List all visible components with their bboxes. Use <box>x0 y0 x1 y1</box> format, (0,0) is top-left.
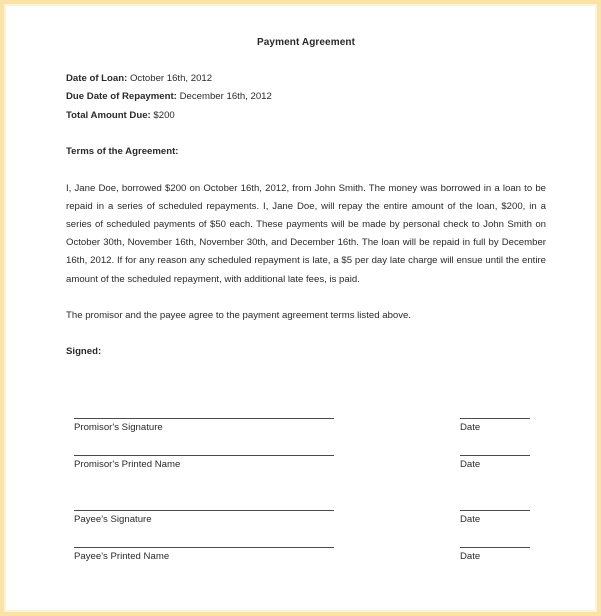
signature-label: Promisor's Signature <box>74 422 163 433</box>
signature-row-payee-name <box>74 547 534 577</box>
signature-line[interactable] <box>74 510 334 511</box>
signed-label: Signed: <box>66 346 102 358</box>
due-date-label: Due Date of Repayment: <box>66 91 177 102</box>
date-label: Date <box>460 514 481 525</box>
signature-label: Payee's Signature <box>74 514 152 525</box>
due-date-line <box>66 88 546 107</box>
page-title: Payment Agreement <box>256 37 356 48</box>
date-label: Date <box>460 422 481 433</box>
signature-row-promisor-name <box>74 455 534 485</box>
date-line[interactable] <box>460 510 530 511</box>
loan-date-line <box>66 70 546 89</box>
closing-statement: The promisor and the payee agree to the payment agreement terms listed above. <box>66 309 412 321</box>
signature-line[interactable] <box>74 547 334 548</box>
due-date-value: December 16th, 2012 <box>179 91 272 102</box>
total-due-value: $200 <box>153 109 175 121</box>
date-line[interactable] <box>460 418 530 419</box>
agreement-document <box>66 34 546 362</box>
date-line[interactable] <box>460 455 530 456</box>
terms-heading: Terms of the Agreement: <box>66 146 179 157</box>
loan-date-label: Date of Loan: <box>66 72 128 84</box>
signature-line[interactable] <box>74 455 334 456</box>
date-label: Date <box>460 459 481 470</box>
date-label: Date <box>460 551 481 562</box>
loan-details <box>66 70 546 126</box>
total-due-line <box>66 107 546 126</box>
loan-date-value: October 16th, 2012 <box>129 72 213 84</box>
date-line[interactable] <box>460 547 530 548</box>
signature-row-promisor-signature <box>74 418 534 448</box>
signature-line[interactable] <box>74 418 334 419</box>
terms-body: I, Jane Doe, borrowed $200 on October 16th, 2012, from John Smith. The money was borrowed in a loan to be repaid in a series of scheduled repayments. I, Jane Doe, will repay the entire amount of the loan, $200, in a series of scheduled payments of $50 each. These payments will be made by personal check to John Smith on October 30th, November 16th, November 30th, and December 16th. The loan will be repaid in full by December 16th, 2012. If for any reason any scheduled repayment is late, a $5 per day late charge will ensue until the entire amount of the scheduled repayment, with additional late fees, is paid. <box>66 182 546 285</box>
total-due-label: Total Amount Due: <box>66 109 151 121</box>
signature-label: Payee's Printed Name <box>74 551 170 562</box>
signature-row-payee-signature <box>74 510 534 540</box>
signature-label: Promisor's Printed Name <box>74 459 181 470</box>
